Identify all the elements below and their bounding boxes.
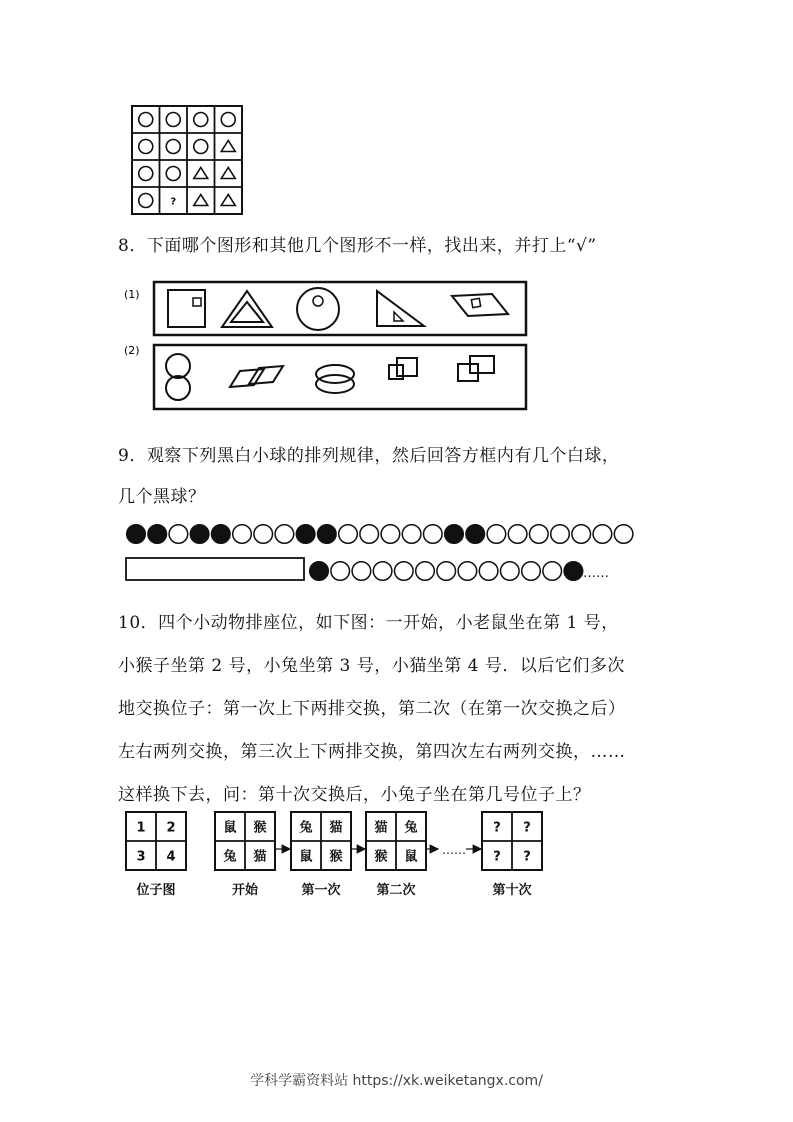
grid-circle-icon [194, 140, 208, 154]
black-ball [190, 525, 209, 544]
seat-grid-3 [291, 812, 351, 898]
grid-triangle-icon [194, 168, 208, 179]
question-10-line-4: 左右两列交换，第三次上下两排交换，第四次左右两列交换，…… [118, 742, 626, 762]
seat-cell: 猴 [374, 849, 388, 865]
grid-circle-icon [166, 167, 180, 181]
grid-triangle-icon [194, 195, 208, 206]
grid-triangle-icon [221, 168, 235, 179]
white-ball [424, 525, 443, 544]
white-ball [395, 562, 414, 581]
footer-watermark: 学科学霸资料站 https://xk.weiketangx.com/ [250, 1073, 543, 1089]
grid-circle-icon [194, 113, 208, 127]
seat-grid-label: 第一次 [301, 883, 341, 898]
seat-cell: ? [523, 849, 531, 865]
seat-grid-4 [366, 812, 426, 898]
shape-pattern-grid [130, 104, 245, 216]
parallelogram-with-square-icon [452, 294, 508, 316]
seat-cell: 1 [136, 820, 146, 836]
seat-cell: 兔 [223, 849, 237, 865]
black-ball [310, 562, 329, 581]
seat-cell: 2 [166, 820, 176, 836]
ball-sequence-ellipsis: …… [583, 566, 609, 581]
grid-circle-icon [139, 194, 153, 208]
circle-with-small-circle-icon [297, 288, 339, 330]
seat-grid-1 [126, 812, 186, 898]
black-ball [212, 525, 231, 544]
white-ball [360, 525, 379, 544]
right-triangle-with-triangle-icon [377, 291, 424, 326]
black-ball [445, 525, 464, 544]
white-ball [479, 562, 498, 581]
black-ball [564, 562, 583, 581]
seat-cell: ? [493, 820, 501, 836]
hidden-balls-box [126, 558, 304, 580]
seat-cell: 鼠 [404, 849, 418, 865]
white-ball [275, 525, 294, 544]
row-2-label: (2) [124, 344, 140, 357]
white-ball [331, 562, 350, 581]
seat-grid-label: 第二次 [376, 883, 416, 898]
question-9-line-1: 9．观察下列黑白小球的排列规律，然后回答方框内有几个白球， [118, 446, 620, 466]
white-ball [530, 525, 549, 544]
seat-cell: 猫 [329, 820, 343, 836]
white-ball [543, 562, 562, 581]
nested-triangle-icon [222, 291, 272, 327]
seat-cell: 3 [136, 849, 146, 865]
seat-cell: 4 [166, 849, 176, 865]
seat-cell: 猴 [329, 849, 343, 865]
white-ball [458, 562, 477, 581]
white-ball [233, 525, 252, 544]
grid-circle-icon [221, 113, 235, 127]
seat-cell: 猫 [253, 849, 267, 865]
seat-cell: 猴 [253, 820, 267, 836]
white-ball [373, 562, 392, 581]
seat-swap-dots: …… [442, 843, 466, 857]
square-with-small-square-icon [168, 290, 205, 327]
seat-cell: ? [523, 820, 531, 836]
black-ball [318, 525, 337, 544]
row-1-frame [154, 282, 526, 335]
white-ball [254, 525, 273, 544]
seat-cell: 兔 [404, 820, 418, 836]
black-ball [127, 525, 146, 544]
grid-triangle-icon [221, 195, 235, 206]
black-ball [466, 525, 485, 544]
question-10-line-1: 10．四个小动物排座位，如下图：一开始，小老鼠坐在第 1 号， [118, 613, 619, 633]
seat-grid-5 [482, 812, 542, 898]
black-ball [148, 525, 167, 544]
black-ball [296, 525, 315, 544]
question-10-line-3: 地交换位子：第一次上下两排交换，第二次（在第一次交换之后） [118, 699, 626, 719]
seat-grid-label: 位子图 [136, 883, 176, 898]
white-ball [501, 562, 520, 581]
two-ellipses-icon [316, 365, 354, 393]
white-ball [522, 562, 541, 581]
seat-cell: 鼠 [223, 820, 237, 836]
white-ball [551, 525, 570, 544]
two-overlapping-squares-icon [389, 358, 417, 379]
seat-cell: ? [493, 849, 501, 865]
seat-grid-label: 开始 [231, 883, 259, 898]
question-10-line-5: 这样换下去，问：第十次交换后，小兔子坐在第几号位子上？ [118, 785, 591, 805]
white-ball [381, 525, 400, 544]
row-2-frame [154, 345, 526, 409]
grid-triangle-icon [221, 141, 235, 152]
white-ball [487, 525, 506, 544]
seat-grid-2 [215, 812, 275, 898]
white-ball [169, 525, 188, 544]
seat-cell: 兔 [299, 820, 313, 836]
seat-swap-diagram [120, 808, 550, 900]
grid-unknown-mark: ? [170, 196, 177, 208]
two-parallelograms-icon [230, 366, 283, 387]
question-8-figures [122, 278, 532, 413]
grid-circle-icon [139, 167, 153, 181]
question-8-text: 8．下面哪个图形和其他几个图形不一样，找出来，并打上“√” [118, 236, 597, 256]
question-9-line-2: 几个黑球？ [118, 487, 206, 507]
grid-circle-icon [166, 113, 180, 127]
ball-sequence-figure [120, 520, 640, 584]
two-circles-stacked-icon [166, 354, 190, 400]
seat-cell: 鼠 [299, 849, 313, 865]
white-ball [402, 525, 421, 544]
white-ball [416, 562, 435, 581]
white-ball [437, 562, 456, 581]
seat-cell: 猫 [374, 820, 388, 836]
question-10-line-2: 小猴子坐第 2 号，小兔坐第 3 号，小猫坐第 4 号．以后它们多次 [118, 656, 625, 676]
two-overlapping-rectangles-icon [458, 356, 494, 381]
white-ball [572, 525, 591, 544]
white-ball [614, 525, 633, 544]
white-ball [508, 525, 527, 544]
grid-circle-icon [139, 113, 153, 127]
grid-circle-icon [166, 140, 180, 154]
white-ball [339, 525, 358, 544]
white-ball [352, 562, 371, 581]
grid-circle-icon [139, 140, 153, 154]
white-ball [593, 525, 612, 544]
row-1-label: (1) [124, 288, 140, 301]
seat-grid-label: 第十次 [492, 883, 532, 898]
